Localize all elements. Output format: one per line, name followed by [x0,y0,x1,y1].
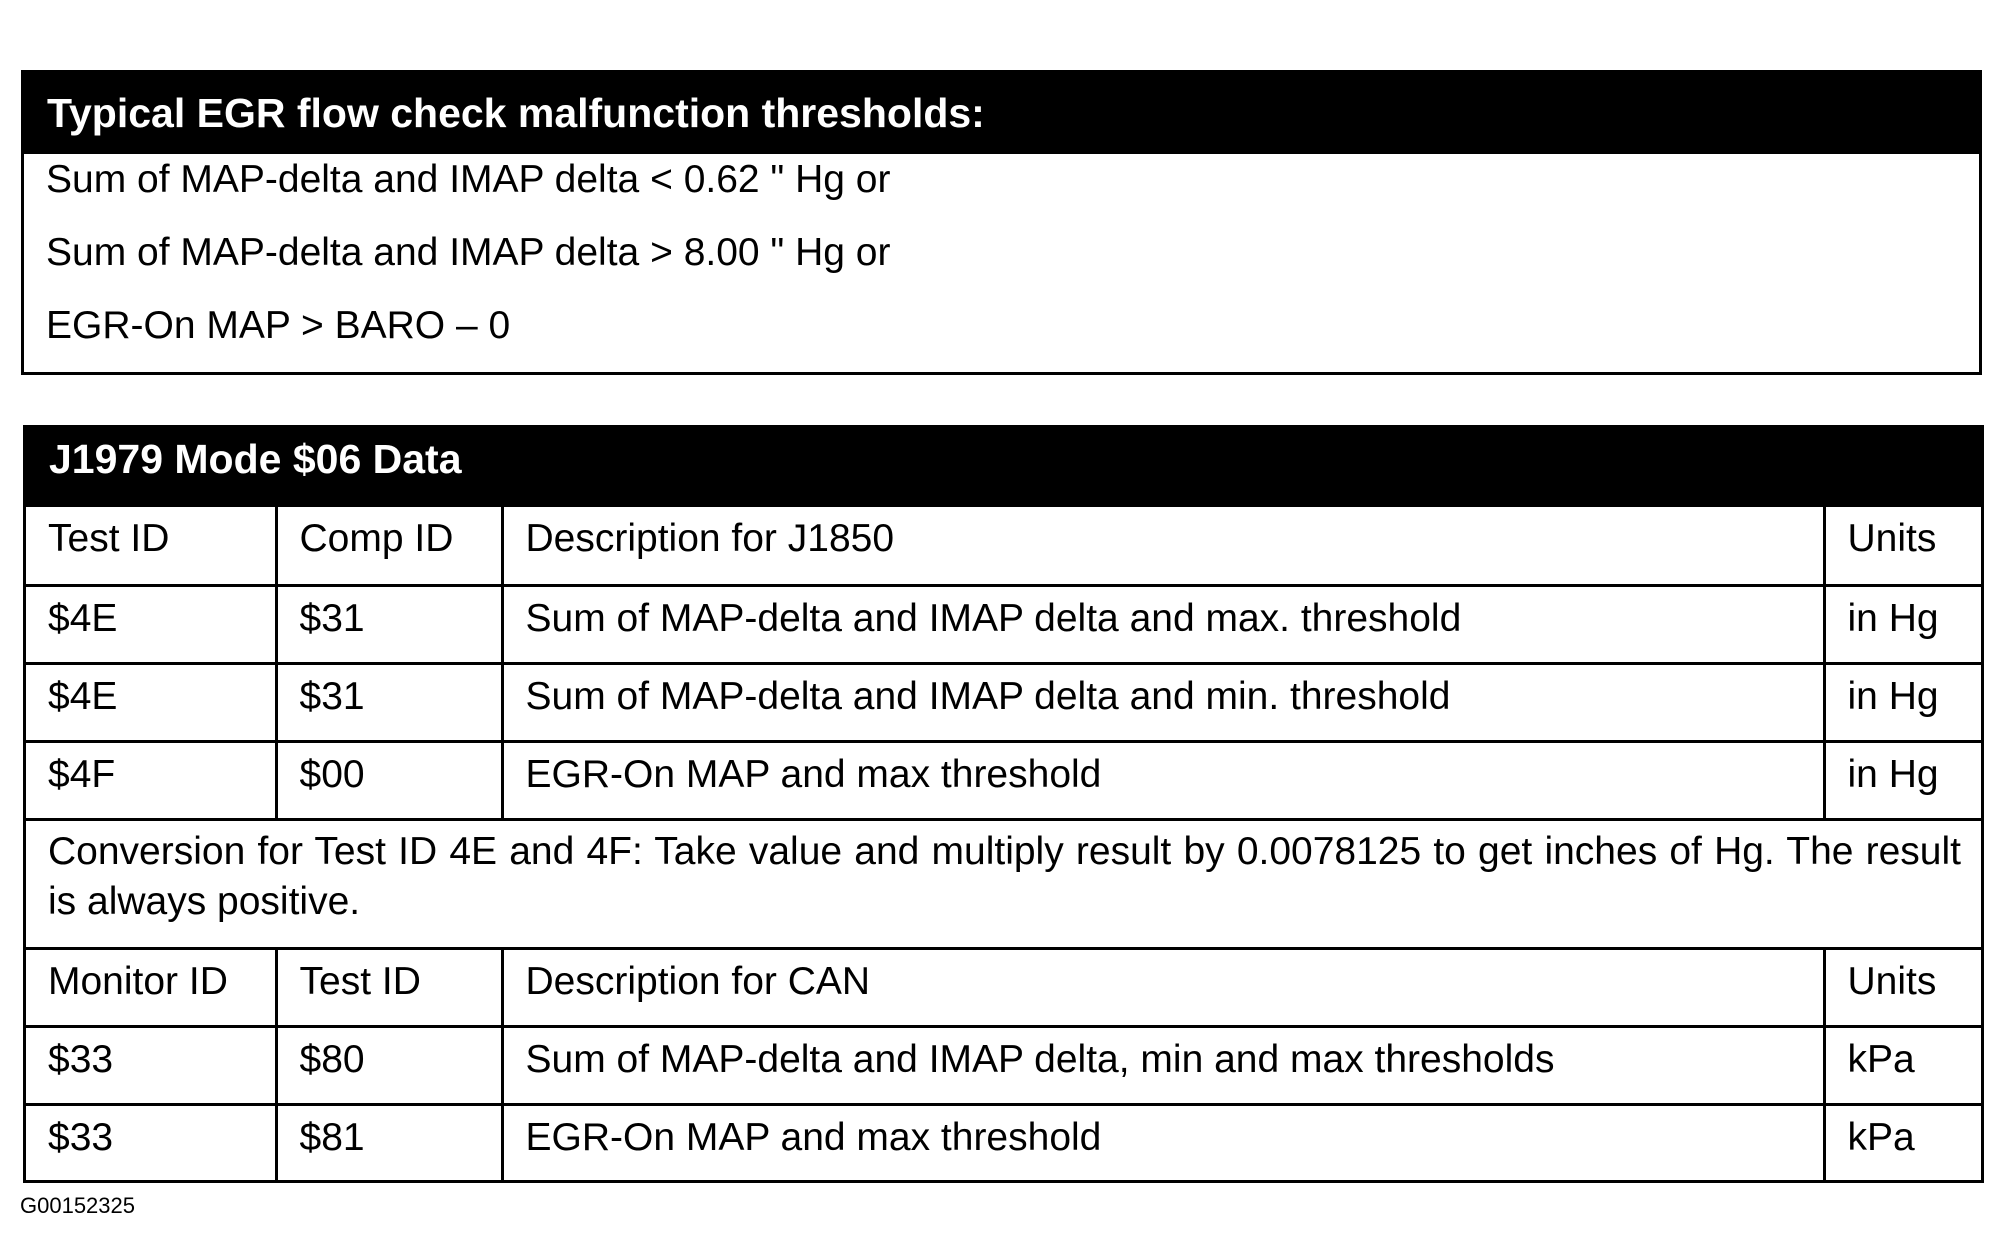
units-cell: kPa [1824,1026,1981,1104]
test-id-cell: $81 [276,1104,502,1182]
test-id-cell: $4F [26,741,276,819]
description-cell: EGR-On MAP and max threshold [502,1104,1824,1182]
table-row [26,741,1981,819]
thresholds-title: Typical EGR flow check malfunction thresholds: [24,73,1979,154]
egr-thresholds-box [21,70,1982,375]
figure-code: G00152325 [20,1193,135,1218]
test-id-cell: $4E [26,585,276,663]
units-cell: kPa [1824,1104,1981,1182]
test-id-cell: $80 [276,1026,502,1104]
threshold-line: EGR-On MAP > BARO – 0 [46,304,511,347]
units-cell: in Hg [1824,741,1981,819]
column-header: Test ID [26,507,276,585]
mode06-table [26,507,1981,1182]
conversion-note-row [26,819,1981,948]
monitor-id-cell: $33 [26,1104,276,1182]
table-row [26,1104,1981,1182]
column-header: Monitor ID [26,948,276,1026]
j1850-header-row [26,507,1981,585]
column-header: Test ID [276,948,502,1026]
comp-id-cell: $00 [276,741,502,819]
can-header-row [26,948,1981,1026]
comp-id-cell: $31 [276,663,502,741]
description-cell: Sum of MAP-delta and IMAP delta and min. threshold [502,663,1824,741]
column-header: Comp ID [276,507,502,585]
description-cell: Sum of MAP-delta and IMAP delta and max. threshold [502,585,1824,663]
test-id-cell: $4E [26,663,276,741]
units-cell: in Hg [1824,663,1981,741]
description-cell: Sum of MAP-delta and IMAP delta, min and max thresholds [502,1026,1824,1104]
column-header: Units [1847,517,1937,560]
mode06-data-box [23,425,1984,1183]
table-row [26,663,1981,741]
table-row [26,585,1981,663]
description-cell: EGR-On MAP and max threshold [502,741,1824,819]
threshold-line: Sum of MAP-delta and IMAP delta > 8.00 " Hg or [46,231,891,274]
conversion-note: Conversion for Test ID 4E and 4F: Take value and multiply result by 0.0078125 to get inches of Hg. The result is always positive. [26,819,1981,948]
units-cell: in Hg [1824,585,1981,663]
column-header: Description for J1850 [502,507,1824,585]
threshold-line: Sum of MAP-delta and IMAP delta < 0.62 " Hg or [46,158,891,201]
monitor-id-cell: $33 [26,1026,276,1104]
table-row [26,1026,1981,1104]
column-header: Units [1824,948,1981,1026]
column-header: Description for CAN [502,948,1824,1026]
comp-id-cell: $31 [276,585,502,663]
mode06-title: J1979 Mode $06 Data [26,428,1981,507]
